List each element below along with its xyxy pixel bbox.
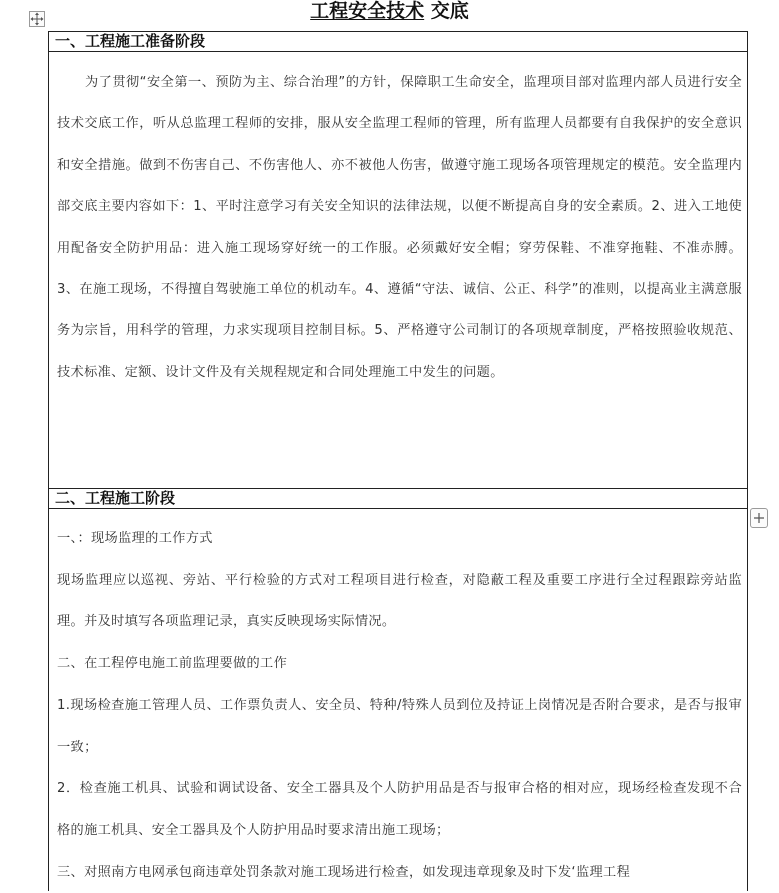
paragraph: 为了贯彻“安全第一、预防为主、综合治理”的方针，保障职工生命安全，监理项目部对监理内部人员进行安全技术交底工作，听从总监理工程师的安排，服从安全监理工程师的管理，所有监理人员都要有自我保护的安全意识和安全措施。做到不伤害自己、不伤害他人、亦不被他人伤害，做遵守施工现场各项管理规定的模范。安全监理内部交底主要内容如下：1、平时注意学习有关安全知识的法律法规，以便不断提高自身的安全素质。2、进入工地使用配备安全防护用品：进入施工现场穿好统一的工作服。必须戴好安全帽；穿劳保鞋、不准穿拖鞋、不准赤膊。3、在施工现场，不得擅自驾驶施工单位的机动车。4、遵循“守法、诚信、公正、科学”的准则，以提高业主满意服务为宗旨，用科学的管理，力求实现项目控制目标。5、严格遵守公司制订的各项规章制度，严格按照验收规范、技术标准、定额、设计文件及有关规程规定和合同处理施工中发生的问题。	[57, 75, 742, 380]
paragraph: 现场监理应以巡视、旁站、平行检验的方式对工程项目进行检查，对隐蔽工程及重要工序进行全过程跟踪旁站监理。并及时填写各项监理记录，真实反映现场实际情况。	[57, 572, 742, 630]
plus-icon	[754, 513, 764, 523]
add-row-button[interactable]	[750, 508, 768, 528]
paragraph: 1.现场检查施工管理人员、工作票负责人、安全员、特种/特殊人员到位及持证上岗情况是否附合要求，是否与报审一致；	[57, 697, 742, 755]
section-body-construction[interactable]	[57, 518, 742, 893]
section-heading-preparation: 一、工程施工准备阶段	[49, 32, 747, 52]
section-body-preparation[interactable]	[57, 62, 742, 393]
document-title-rest: 交底	[424, 0, 469, 22]
document-title	[0, 0, 779, 22]
section-heading-construction: 二、工程施工阶段	[49, 488, 747, 509]
paragraph: 三、对照南方电网承包商违章处罚条款对施工现场进行检查，如发现违章现象及时下发‘监理工程	[57, 864, 631, 880]
disclosure-table	[48, 31, 748, 891]
paragraph: 一、：现场监理的工作方式	[57, 531, 213, 546]
paragraph: 二、在工程停电施工前监理要做的工作	[57, 656, 288, 672]
paragraph: 2．检查施工机具、试验和调试设备、安全工器具及个人防护用品是否与报审合格的相对应，现场经检查发现不合格的施工机具、安全工器具及个人防护用品时要求清出施工现场；	[57, 781, 742, 838]
document-title-underlined: 工程安全技术	[310, 0, 425, 22]
